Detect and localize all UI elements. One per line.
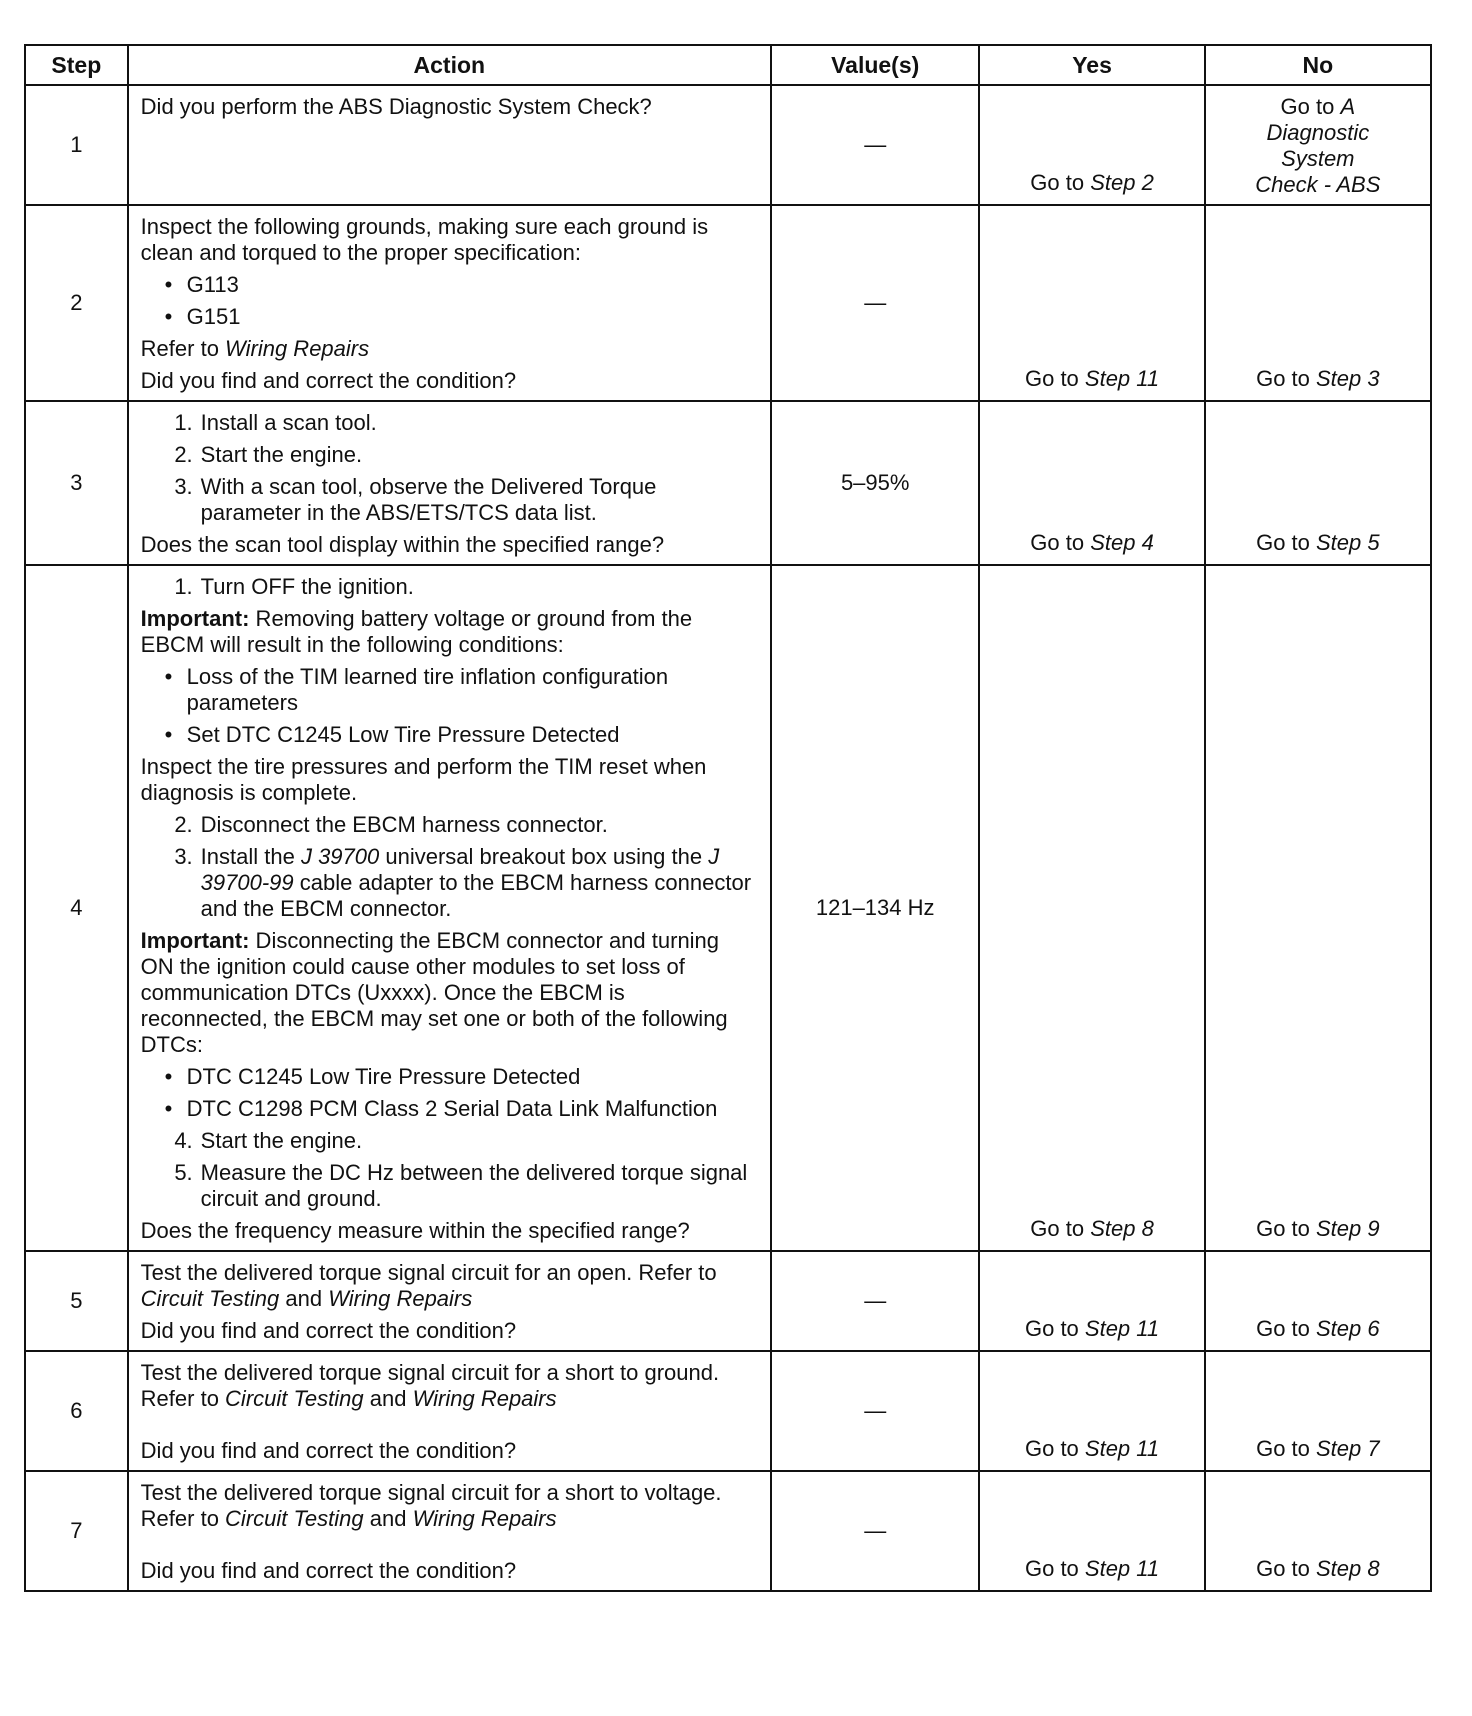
value-cell: — [771, 1351, 979, 1471]
list-item: • G151 [164, 304, 241, 329]
list-item: • Set DTC C1245 Low Tire Pressure Detected [164, 722, 620, 747]
yes-cell: Go to Step 11 [979, 1351, 1204, 1471]
table-row-step-5 [25, 1251, 1431, 1351]
yes-cell: Go to Step 2 [979, 85, 1204, 205]
value-cell: — [771, 85, 979, 205]
yes-cell: Go to Step 11 [979, 1251, 1204, 1351]
step-number: 5 [25, 1251, 128, 1351]
header-yes: Yes [979, 45, 1204, 85]
yes-cell: Go to Step 8 [979, 565, 1204, 1251]
header-no: No [1205, 45, 1431, 85]
list-item: 4. Start the engine. [174, 1128, 363, 1153]
list-item: 3. Install the J 39700 universal breakout box using the J 39700-99 cable adapter to the EBCM harness connector and the EBCM connector. [174, 844, 752, 921]
action-text: Inspect the following grounds, making sure each ground is clean and torqued to the proper specification: [140, 214, 709, 265]
action-text: Test the delivered torque signal circuit for a short to voltage. Refer to Circuit Testing and Wiring Repairs [140, 1480, 722, 1531]
spacer [141, 1418, 758, 1438]
list-item: • DTC C1298 PCM Class 2 Serial Data Link Malfunction [164, 1096, 718, 1121]
list-item: 3. With a scan tool, observe the Delivered Torque parameter in the ABS/ETS/TCS data list. [174, 474, 657, 525]
list-item: 2. Disconnect the EBCM harness connector. [174, 812, 608, 837]
step-number: 2 [25, 205, 128, 401]
no-cell: Go to Step 7 [1205, 1351, 1431, 1471]
step-number: 1 [25, 85, 128, 205]
header-row [25, 45, 1431, 85]
action-cell [128, 565, 771, 1251]
value-cell: — [771, 205, 979, 401]
important-note: Important: Removing battery voltage or ground from the EBCM will result in the following conditions: [140, 606, 693, 657]
no-cell: Go to Step 9 [1205, 565, 1431, 1251]
value-cell: 5–95% [771, 401, 979, 565]
action-text: Inspect the tire pressures and perform the TIM reset when diagnosis is complete. [140, 754, 707, 805]
yes-cell: Go to Step 4 [979, 401, 1204, 565]
spacer [141, 1538, 758, 1558]
table-row-step-4 [25, 565, 1431, 1251]
no-procedure-link: Diagnostic [1266, 120, 1370, 145]
action-cell [128, 1251, 771, 1351]
action-question: Did you find and correct the condition? [140, 1318, 517, 1343]
header-action: Action [128, 45, 771, 85]
yes-step-link: Step 2 [1090, 170, 1154, 195]
action-question: Did you find and correct the condition? [140, 368, 517, 393]
list-item: • Loss of the TIM learned tire inflation configuration parameters [164, 664, 669, 715]
header-step: Step [25, 45, 128, 85]
action-question: Does the frequency measure within the specified range? [140, 1218, 690, 1243]
action-cell [128, 1351, 771, 1471]
value-cell: — [771, 1251, 979, 1351]
list-item: 1. Turn OFF the ignition. [174, 574, 414, 599]
action-text: Test the delivered torque signal circuit for a short to ground. Refer to Circuit Testing and Wiring Repairs [140, 1360, 720, 1411]
action-question: Did you perform the ABS Diagnostic System Check? [140, 94, 652, 119]
action-text: Refer to Wiring Repairs [140, 336, 370, 361]
table-row-step-7 [25, 1471, 1431, 1591]
action-cell [128, 85, 771, 205]
step-number: 3 [25, 401, 128, 565]
step-number: 7 [25, 1471, 128, 1591]
action-question: Did you find and correct the condition? [140, 1558, 517, 1583]
list-item: 2. Start the engine. [174, 442, 363, 467]
yes-cell: Go to Step 11 [979, 1471, 1204, 1591]
no-cell: Go to A Diagnostic System Check - ABS [1205, 85, 1431, 205]
table-row-step-6 [25, 1351, 1431, 1471]
list-item: • DTC C1245 Low Tire Pressure Detected [164, 1064, 581, 1089]
important-note: Important: Disconnecting the EBCM connector and turning ON the ignition could cause other modules to set loss of communication DTCs (Uxxxx). Once the EBCM is reconnected, the EBCM may set one or both of the following DTCs: [140, 928, 728, 1057]
table-row-step-2 [25, 205, 1431, 401]
list-item: • G113 [164, 272, 239, 297]
value-cell: 121–134 Hz [771, 565, 979, 1251]
table-row-step-1 [25, 85, 1431, 205]
step-number: 6 [25, 1351, 128, 1471]
yes-cell: Go to Step 11 [979, 205, 1204, 401]
no-cell: Go to Step 6 [1205, 1251, 1431, 1351]
no-cell: Go to Step 8 [1205, 1471, 1431, 1591]
step-number: 4 [25, 565, 128, 1251]
no-cell: Go to Step 3 [1205, 205, 1431, 401]
list-item: 1. Install a scan tool. [174, 410, 377, 435]
table-row-step-3 [25, 401, 1431, 565]
value-cell: — [771, 1471, 979, 1591]
action-question: Does the scan tool display within the specified range? [140, 532, 665, 557]
action-question: Did you find and correct the condition? [140, 1438, 517, 1463]
header-values: Value(s) [771, 45, 979, 85]
action-cell [128, 401, 771, 565]
action-cell [128, 1471, 771, 1591]
list-item: 5. Measure the DC Hz between the delivered torque signal circuit and ground. [174, 1160, 748, 1211]
action-text: Test the delivered torque signal circuit for an open. Refer to Circuit Testing and Wiring Repairs [140, 1260, 717, 1311]
no-cell: Go to Step 5 [1205, 401, 1431, 565]
action-cell [128, 205, 771, 401]
diagnostic-table [24, 44, 1432, 1592]
